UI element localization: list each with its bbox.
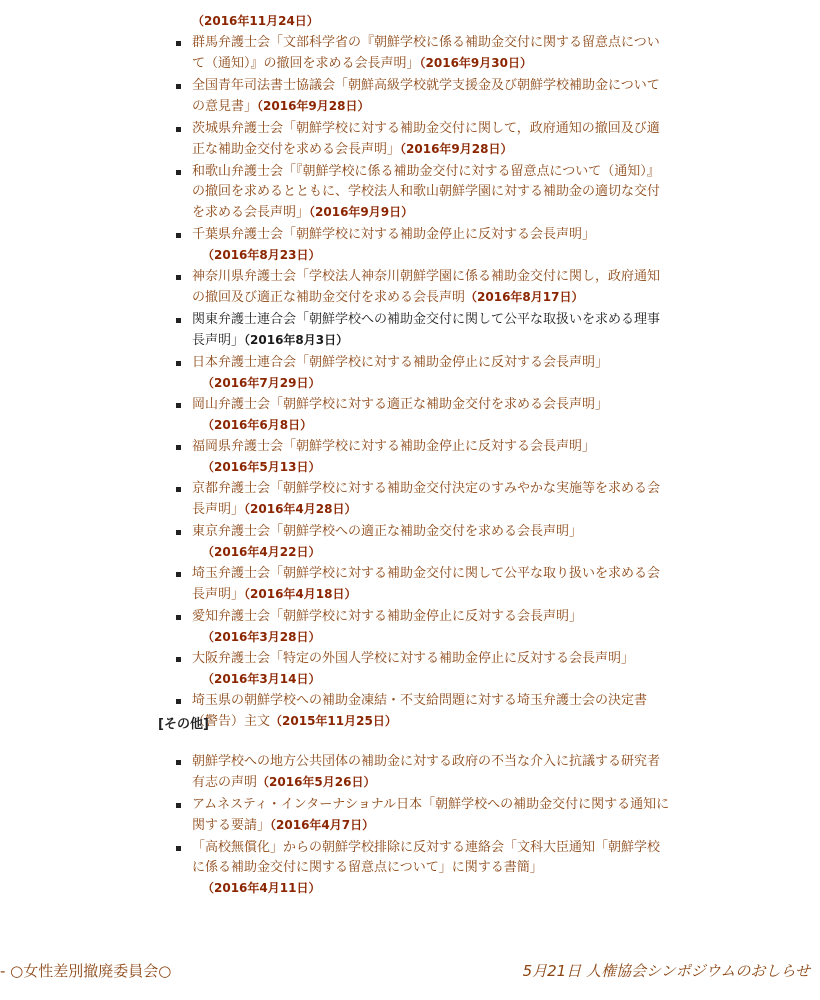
list-item[interactable] [172,437,672,477]
list-item[interactable] [172,607,672,647]
list-item[interactable] [172,267,672,308]
statement-date: （2016年6月8日） [202,418,313,432]
other-statement-list [172,752,672,900]
list-item[interactable] [172,564,672,605]
list-item[interactable] [172,752,672,793]
statement-link[interactable]: 茨城県弁護士会「朝鮮学校に対する補助金交付に関して，政府通知の撤回及び適正な補助金交付を求める会長声明」 [192,121,660,157]
list-item[interactable] [172,395,672,435]
statement-list [172,33,672,734]
list-item[interactable] [172,119,672,160]
statement-link[interactable]: 和歌山弁護士会「『朝鮮学校に係る補助金交付に対する留意点について（通知）』の撤回を求めるとともに、学校法人和歌山朝鮮学園に対する補助金の適切な交付を求める会長声明」 [192,164,661,220]
statement-date: （2016年8月3日） [244,333,349,347]
statement-date: （2016年4月28日） [244,502,357,516]
list-item[interactable] [172,225,672,265]
statement-link[interactable]: 「高校無償化」からの朝鮮学校排除に反対する連絡会「文科大臣通知「朝鮮学校に係る補助金交付に関する留意点について」に関する書簡」 [192,840,661,875]
statement-date: （2016年8月23日） [202,248,321,262]
statement-link[interactable]: 東京弁護士会「朝鮮学校への適正な補助金交付を求める会長声明」 [192,524,583,539]
prev-post-link[interactable]: - ○女性差別撤廃委員会○ [0,962,172,980]
statement-link[interactable]: 神奈川県弁護士会「学校法人神奈川朝鮮学園に係る補助金交付に関し，政府通知の撤回及び適正な補助金交付を求める会長声明 [192,269,661,305]
statement-date: （2016年9月28日） [257,99,370,113]
next-post-link[interactable]: 5月21日 人権協会シンポジウムのおしらせ [522,962,810,980]
statement-date: （2016年4月7日） [270,818,375,832]
statement-date: （2016年5月13日） [202,460,321,474]
statement-date: （2016年9月28日） [400,142,513,156]
list-item[interactable] [172,691,672,732]
statement-link[interactable]: 関東弁護士連合会「朝鮮学校への補助金交付に関して公平な取扱いを求める理事長声明」 [192,312,661,348]
statement-link[interactable]: 大阪弁護士会「特定の外国人学校に対する補助金停止に反対する会長声明」 [192,651,635,666]
list-item[interactable] [172,522,672,562]
section-heading-other: [その他] [158,717,209,732]
statement-date: （2016年3月28日） [202,630,321,644]
statement-link[interactable]: 愛知弁護士会「朝鮮学校に対する補助金停止に反対する会長声明」 [192,609,583,624]
statement-link[interactable]: 京都弁護士会「朝鮮学校に対する補助金交付決定のすみやかな実施等を求める会長声明」 [192,481,661,517]
statement-link[interactable]: アムネスティ・インターナショナル日本「朝鮮学校への補助金交付に関する通知に関する要請」 [192,797,670,833]
statement-link[interactable]: 埼玉県の朝鮮学校への補助金凍結・不支給問題に対する埼玉弁護士会の決定書（警告）主文 [192,693,648,729]
statement-link[interactable]: 福岡県弁護士会「朝鮮学校に対する補助金停止に反対する会長声明」 [192,439,596,454]
statement-link[interactable]: 千葉県弁護士会「朝鮮学校に対する補助金停止に反対する会長声明」 [192,227,596,242]
statement-date: （2016年9月9日） [309,205,414,219]
statement-link[interactable]: 朝鮮学校への地方公共団体の補助金に対する政府の不当な介入に抗議する研究者有志の声明 [192,754,661,790]
statement-date: （2016年9月30日） [419,56,532,70]
list-item[interactable] [172,353,672,393]
statement-link[interactable]: 岡山弁護士会「朝鮮学校に対する適正な補助金交付を求める会長声明」 [192,397,609,412]
statement-date: （2015年11月25日） [270,714,397,728]
list-item[interactable] [172,795,672,836]
statement-date: （2016年4月11日） [202,881,321,895]
list-item[interactable] [172,310,672,351]
statement-date: （2016年3月14日） [202,672,321,686]
statement-date: （2016年7月29日） [202,376,321,390]
statement-link[interactable]: 日本弁護士連合会「朝鮮学校に対する補助金停止に反対する会長声明」 [192,355,609,370]
statement-date: （2016年4月18日） [244,587,357,601]
statement-link[interactable]: 群馬弁護士会「文部科学省の『朝鮮学校に係る補助金交付に関する留意点について（通知）』の撤回を求める会長声明」 [192,35,660,71]
top-date: （2016年11月24日） [192,14,319,28]
list-item[interactable] [172,76,672,117]
statement-link[interactable]: 埼玉弁護士会「朝鮮学校に対する補助金交付に関して公平な取り扱いを求める会長声明」 [192,566,661,602]
list-item[interactable] [172,479,672,520]
statement-date: （2016年5月26日） [257,775,376,789]
list-item[interactable] [172,33,672,74]
list-item[interactable] [172,649,672,689]
statement-date: （2016年4月22日） [202,545,321,559]
statement-date: （2016年8月17日） [465,290,584,304]
list-item[interactable] [172,838,672,898]
list-item[interactable] [172,162,672,223]
statement-link[interactable]: 全国青年司法書士協議会「朝鮮高級学校就学支援金及び朝鮮学校補助金についての意見書」 [192,78,660,114]
